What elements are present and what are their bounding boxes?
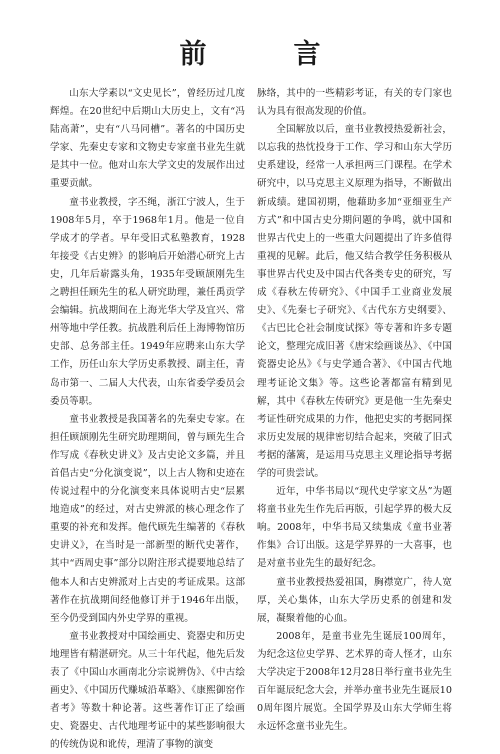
paragraph: 近年，中华书局以“现代史学家文丛”为题将童书业先生作先后再版，引起学界的极大反响。2008年，中华书局又续集成《童书业著作集》合订出版。这是学界界的一大喜事，也是对童书业先生的最好纪念。: [257, 486, 452, 570]
paragraph: 2008年，是童书业先生诞辰100周年，为纪念这位史学界、艺术界的奇人怪才，山东大学决定于2008年12月28日举行童书业先生百年诞辰纪念大会，并举办童书业先生诞辰100周年图片展览。全国学界及山东大学师生将永远怀念童书业先生。: [257, 630, 452, 733]
paragraph-continued: 脉络，其中的一些精彩考证，有关的专门家也认为具有很高发现的价值。: [257, 88, 452, 118]
paragraph: 童书业教授对中国绘画史、瓷器史和历史地理皆有精湛研究。从三十年代起，他先后发表了《中国山水画南北分宗说辨伪》、《中古绘画史》、《中国历代赚城沿革略》、《康熙御窑作者考》等数十种论著。这些著作订正了绘画史、瓷器史、古代地理考证中的某些影响很大的传统伪说和讹传，理清了事物的演变: [50, 630, 245, 751]
paragraph: 童书业教授热爱祖国，胸襟宽广，待人宽厚，关心集体，山东大学历史系的创建和发展，凝聚着他的心血。: [257, 576, 452, 624]
right-text-column: [257, 85, 452, 736]
page-title: 前 言: [179, 39, 351, 70]
left-text-column: [50, 85, 245, 754]
paragraph: 山东大学素以“文史见长”，曾经历过几度辉煌。在20世纪中后期山大历史上，文有“冯陆高萧”，史有“八马同槽”。著名的中国历史学家、先秦史专家和文物史专家童书业先生就是其中一位。他对山东大学文史的发展作出过重要贡献。: [50, 88, 245, 190]
paragraph: 童书业教授是我国著名的先秦史专家。在担任顾颉刚先生研究助理期间，曾与顾先生合作写成《春秋史讲义》及古史论文多篇，并且首倡古史“分化演变说”，以上古人物和史迹在传说过程中的分化演变来具体说明古史“层累地造成”的经过，对古史辨派的核心理念作了重要的补充和发挥。他代顾先生编著的《春秋史讲义》，在当时是一部新型的断代史著作，其中“西周史事”部分以附注形式提要地总结了他本人和古史辨派对上古史的考证成果。这部著作在抗战期间经他修订并于1946年出版，至今仍受到国内外史学界的重视。: [50, 413, 245, 624]
paragraph: 童书业教授，字丕绳，浙江宁波人，生于1908年5月，卒于1968年1月。他是一位自学成才的学者。早年受旧式私塾教育，1928年接受《古史辨》的影响后开始潜心研究上古史，几年后崭露头角，1935年受顾颉刚先生之聘担任顾先生的私人研究助理，兼任禹贡学会编辑。抗战期间在上海光华大学及宜兴、常州等地中学任教。抗战胜利后任上海博物馆历史部、总务部主任。1949年应聘来山东大学工作，历任山东大学历史系教授、副主任，青岛市第一、二届人大代表，山东省委学委员会委员等职。: [50, 196, 245, 407]
paragraph: 全国解放以后，童书业教授热爱新社会，以忘我的热忱投身于工作、学习和山东大学历史系建设，经常一人承担两三门课程。在学术研究中，以马克思主义原理为指导，不断做出新成绩。建国初期，他藉助多加“亚细亚生产方式”和中国古史分期问题的争鸣，就中国和世界古代史上的一些重大问题提出了许多值得重视的见解。此后，他又结合教学任务积极从事世界古代史及中国古代各类专史的研究，写成《春秋左传研究》、《中国手工业商业发展史》、《先秦七子研究》、《古代东方史纲要》、《古巴比仑社会制度试探》等专著和许多专题论文，整理完成旧著《唐宋绘画谈丛》、《中国瓷器史论丛》《与史学通合著》、《中国古代地理考证论文集》等。这些论著都富有精到见解，其中《春秋左传研究》更是他一生先秦史考证性研究成果的力作，他把史实的考据同探求历史发展的规律密切结合起来，突破了旧式考据的藩篱，是运用马克思主义理论指导考据学的可贵尝试。: [257, 124, 452, 479]
